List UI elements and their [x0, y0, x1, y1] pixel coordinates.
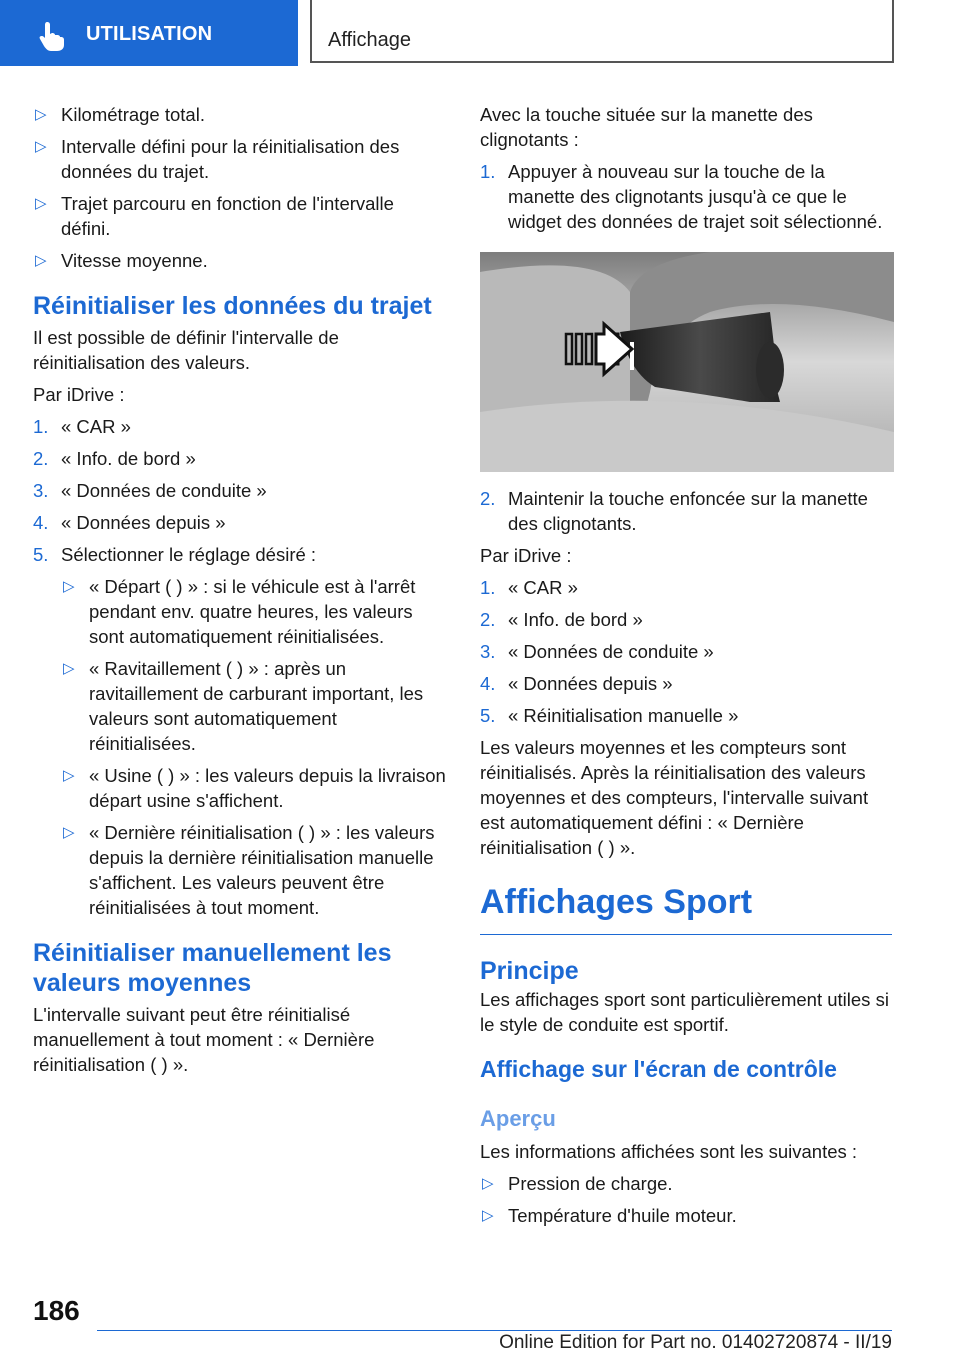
heading-principle: Principe	[480, 957, 579, 985]
heading-overview: Aperçu	[480, 1106, 556, 1131]
paragraph: Les affichages sport sont particulièrement utiles si le style de conduite est sportif.	[480, 989, 889, 1035]
step-item: 1. « CAR »	[480, 577, 578, 598]
paragraph: Avec la touche située sur la manette des clignotants :	[480, 104, 813, 150]
triangle-bullet-icon: ▷	[35, 106, 47, 123]
list-item: ▷ Trajet parcouru en fonction de l'intervalle défini.	[35, 193, 394, 239]
heading-manual-reset: Réinitialiser manuellement les valeurs moyennes	[33, 939, 392, 997]
list-item: ▷ Vitesse moyenne.	[35, 250, 208, 271]
step-item: 2. Maintenir la touche enfoncée sur la manette des clignotants.	[480, 488, 868, 534]
triangle-bullet-icon: ▷	[63, 660, 75, 677]
step-item: 1. « CAR »	[33, 416, 131, 437]
triangle-bullet-icon: ▷	[482, 1207, 494, 1224]
section-tab[interactable]	[0, 0, 298, 66]
right-column	[480, 102, 892, 1235]
heading-sport-displays: Affichages Sport	[480, 882, 892, 935]
step-item: 2. « Info. de bord »	[33, 448, 196, 469]
section-title: UTILISATION	[86, 23, 213, 45]
step-item: 3. « Données de conduite »	[33, 480, 267, 501]
paragraph: L'intervalle suivant peut être réinitialisé manuellement à tout moment : « Dernière réinitialisation ( ) ».	[33, 1004, 375, 1075]
heading-reset-trip: Réinitialiser les données du trajet	[33, 292, 432, 320]
triangle-bullet-icon: ▷	[35, 195, 47, 212]
triangle-bullet-icon: ▷	[35, 252, 47, 269]
option-item: ▷ « Usine ( ) » : les valeurs depuis la livraison départ usine s'affichent.	[63, 765, 446, 811]
list-item: ▷ Kilométrage total.	[35, 104, 205, 125]
paragraph: Il est possible de définir l'intervalle de réinitialisation des valeurs.	[33, 327, 339, 373]
option-item: ▷ « Dernière réinitialisation ( ) » : les valeurs depuis la dernière réinitialisation manuelle s'affichent. Les valeurs peuvent être réinitialisées à tout moment.	[63, 822, 435, 918]
step-item: 2. « Info. de bord »	[480, 609, 643, 630]
chapter-title: Affichage	[328, 29, 412, 51]
paragraph: Les informations affichées sont les suivantes :	[480, 1141, 858, 1162]
option-item: ▷ « Départ ( ) » : si le véhicule est à l'arrêt pendant env. quatre heures, les valeurs sont automatiquement réinitialisées.	[63, 576, 416, 647]
page-number: 186	[33, 1295, 80, 1326]
paragraph: Par iDrive :	[480, 545, 572, 566]
list-item: ▷ Intervalle défini pour la réinitialisation des données du trajet.	[35, 136, 400, 182]
step-item: 1. Appuyer à nouveau sur la touche de la manette des clignotants jusqu'à ce que le widget des données de trajet soit sélectionné.	[480, 161, 883, 232]
step-item: 4. « Données depuis »	[480, 673, 673, 694]
step-item: 4. « Données depuis »	[33, 512, 226, 533]
footer-edition: Online Edition for Part no. 01402720874 - II/19	[499, 1332, 892, 1353]
triangle-bullet-icon: ▷	[63, 824, 75, 841]
paragraph: Les valeurs moyennes et les compteurs sont réinitialisés. Après la réinitialisation des valeurs moyennes et des compteurs, l'intervalle suivant est automatiquement défini : « Dernière réinitialisation ( ) ».	[480, 737, 869, 858]
triangle-bullet-icon: ▷	[63, 767, 75, 784]
step-item: 5. Sélectionner le réglage désiré :	[33, 544, 317, 565]
lever-illustration	[480, 252, 894, 472]
chapter-header	[310, 0, 894, 63]
triangle-bullet-icon: ▷	[63, 578, 75, 595]
heading-control-display: Affichage sur l'écran de contrôle	[480, 1056, 837, 1082]
left-column	[33, 102, 448, 1084]
hand-pointer-icon	[38, 20, 66, 52]
list-item: ▷ Pression de charge.	[482, 1173, 673, 1194]
step-item: 3. « Données de conduite »	[480, 641, 714, 662]
turn-signal-lever-photo	[480, 252, 894, 472]
triangle-bullet-icon: ▷	[482, 1175, 494, 1192]
option-item: ▷ « Ravitaillement ( ) » : après un ravitaillement de carburant important, les valeurs sont automatiquement réinitialisées.	[63, 658, 424, 754]
list-item: ▷ Température d'huile moteur.	[482, 1205, 737, 1226]
paragraph: Par iDrive :	[33, 384, 125, 405]
step-item: 5. « Réinitialisation manuelle »	[480, 705, 739, 726]
triangle-bullet-icon: ▷	[35, 138, 47, 155]
